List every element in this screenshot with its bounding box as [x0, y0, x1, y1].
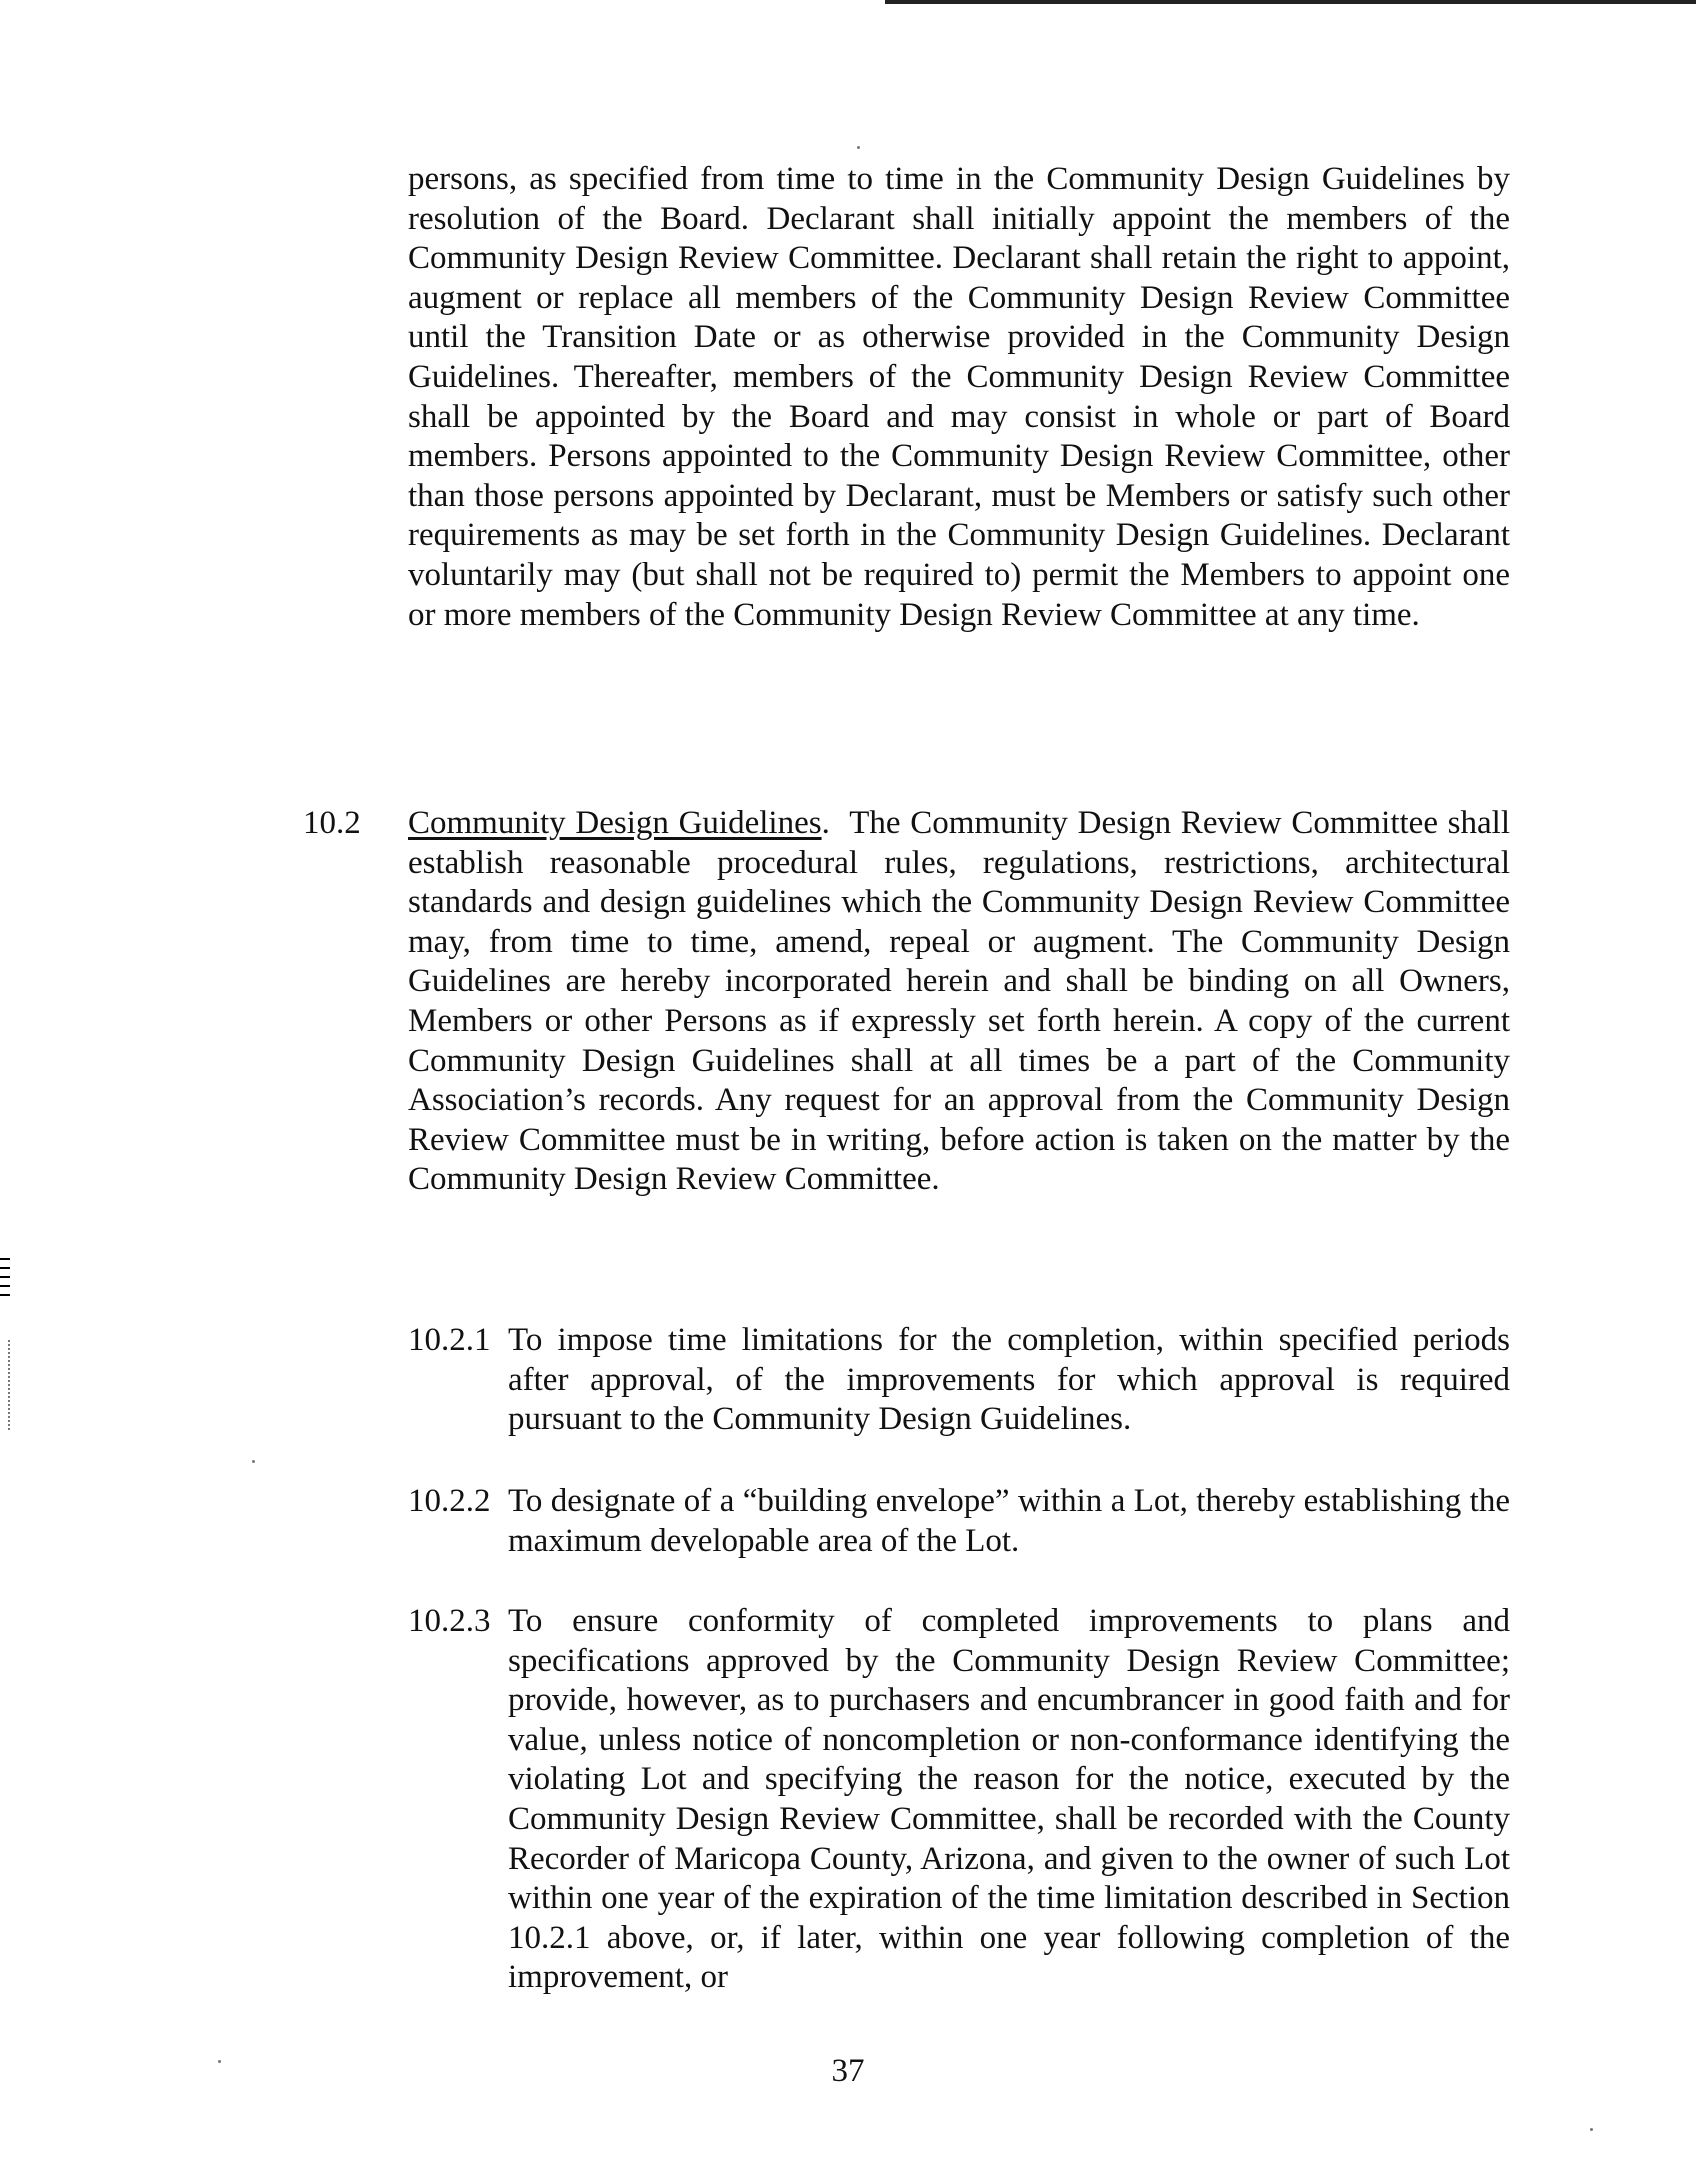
- subsection-number: 10.2.3: [408, 1603, 491, 1639]
- subsection-text: To ensure conformity of completed improvements to plans and specifications approved by the Community Design Review Committee; provide, however, as to purchasers and encumbrancer in good faith and for value, unless notice of noncompletion or non-conformance identifying the violating Lot and specifying the reason for the notice, executed by the Community Design Review Committee, shall be recorded with the County Recorder of Maricopa County, Arizona, and given to the owner of such Lot within one year of the expiration of the time limitation described in Section 10.2.1 above, or, if later, within one year following completion of the improvement, or: [508, 1603, 1510, 1996]
- section-body: The Community Design Review Committee shall establish reasonable procedural rules, regulations, restrictions, architectural standards and design guidelines which the Community Design Review Committee may, from time to time, amend, repeal or augment. The Community Design Guidelines are hereby incorporated herein and shall be binding on all Owners, Members or other Persons as if expressly set forth herein. A copy of the current Community Design Guidelines shall at all times be a part of the Community Association’s records. Any request for an approval from the Community Design Review Committee must be in writing, before action is taken on the matter by the Community Design Review Committee.: [408, 805, 1510, 1198]
- continuation-paragraph: persons, as specified from time to time in the Community Design Guidelines by resolution of the Board. Declarant shall initially appoint the members of the Community Design Review Committee. Declarant shall retain the right to appoint, augment or replace all members of the Community Design Review Committee until the Transition Date or as otherwise provided in the Community Design Guidelines. Thereafter, members of the Community Design Review Committee shall be appointed by the Board and may consist in whole or part of Board members. Persons appointed to the Community Design Review Committee, other than those persons appointed by Declarant, must be Members or satisfy such other requirements as may be set forth in the Community Design Guidelines. Declarant voluntarily may (but shall not be required to) permit the Members to appoint one or more members of the Community Design Review Committee at any time.: [408, 161, 1510, 633]
- subsection-text: To impose time limitations for the completion, within specified periods after approval, of the improvements for which approval is required pursuant to the Community Design Guidelines.: [508, 1322, 1510, 1438]
- binding-hole-mark: [0, 1258, 10, 1330]
- scan-speck: [857, 146, 860, 149]
- binding-dotted-mark: [8, 1340, 12, 1430]
- section-heading-period: .: [821, 805, 830, 841]
- top-edge-rule: [885, 0, 1696, 4]
- scan-speck: [1590, 2128, 1593, 2131]
- subsection-text: To designate of a “building envelope” within a Lot, thereby establishing the maximum developable area of the Lot.: [508, 1483, 1510, 1559]
- section-number: 10.2: [303, 805, 361, 841]
- scan-speck: [252, 1460, 255, 1463]
- subsection-number: 10.2.1: [408, 1322, 491, 1358]
- section-10-2-paragraph: [408, 804, 1510, 1200]
- subsection-number: 10.2.2: [408, 1483, 491, 1519]
- section-heading: Community Design Guidelines: [408, 805, 822, 841]
- page-number: 37: [831, 2053, 865, 2089]
